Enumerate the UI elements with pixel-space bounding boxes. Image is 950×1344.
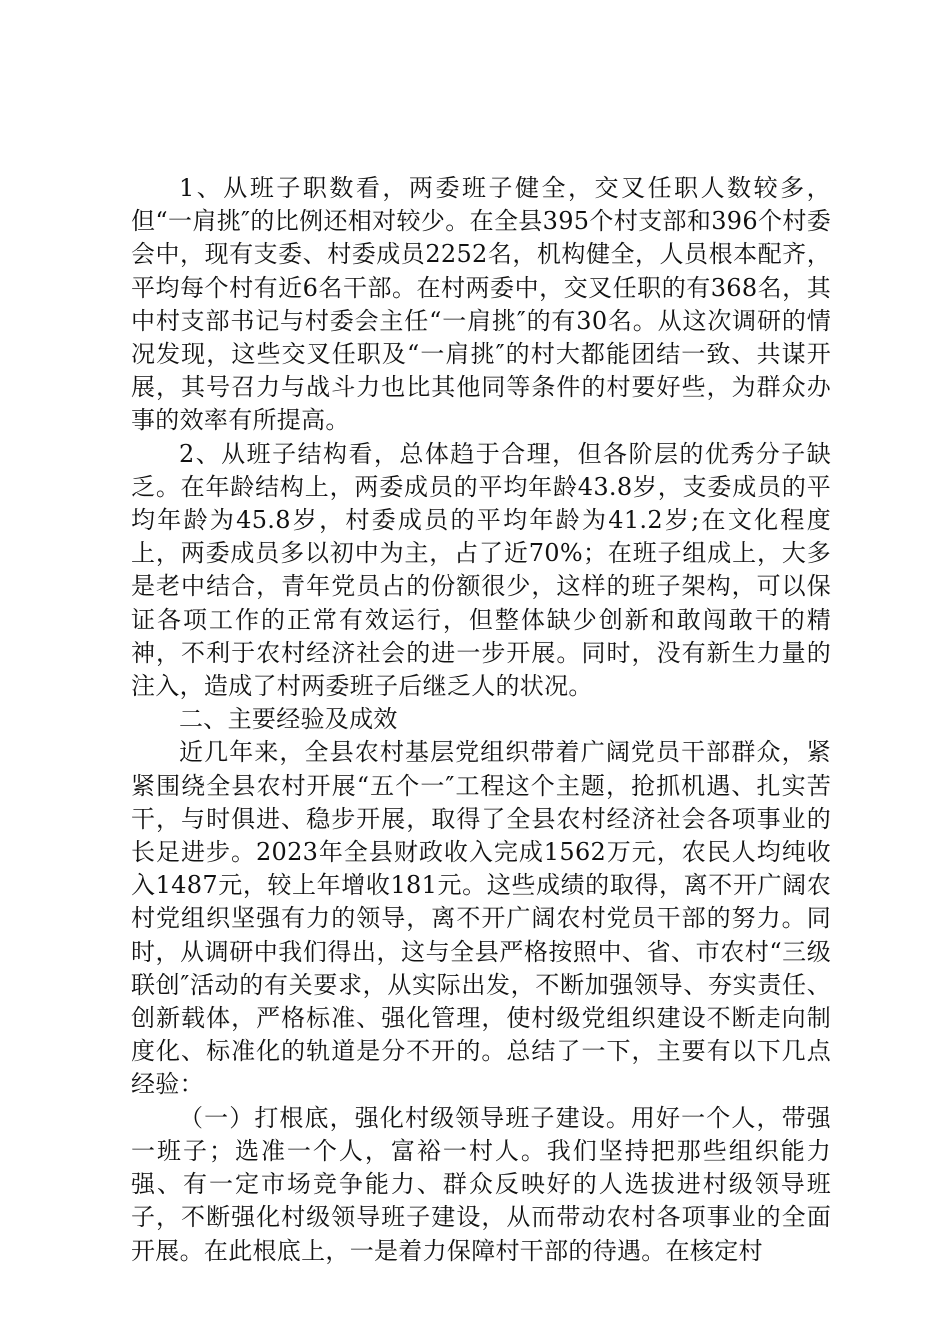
paragraph-recent-achievements: 近几年来，全县农村基层党组织带着广阔党员干部群众，紧紧围绕全县农村开展“五个一″工程这个主题，抢抓机遇、扎实苦干，与时俱进、稳步开展，取得了全县农村经济社会各项事业的长足进步。2023年全县财政收入完成1562万元，农民人均纯收入1487元，较上年增收181元。这些成绩的取得，离不开广阔农村党组织坚强有力的领导，离不开广阔农村党员干部的努力。同时，从调研中我们得出，这与全县严格按照中、省、市农村“三级联创″活动的有关要求，从实际出发，不断加强领导、夯实责任、创新载体，严格标准、强化管理，使村级党组织建设不断走向制度化、标准化的轨道是分不开的。总结了一下，主要有以下几点经验： bbox=[131, 738, 831, 1099]
paragraph-foundation-building: （一）打根底，强化村级领导班子建设。用好一个人，带强一班子；选准一个人，富裕一村人。我们坚持把那些组织能力强、有一定市场竞争能力、群众反映好的人选拔进村级领导班子，不断强化村级领导班子建设，从而带动农村各项事业的全面开展。在此根底上，一是着力保障村干部的待遇。在核定村 bbox=[131, 1103, 831, 1265]
document-body bbox=[131, 172, 831, 1268]
paragraph-leadership-size: 1、从班子职数看，两委班子健全，交叉任职人数较多，但“一肩挑″的比例还相对较少。在全县395个村支部和396个村委会中，现有支委、村委成员2252名，机构健全，人员根本配齐，平均每个村有近6名干部。在村两委中，交叉任职的有368名，其中村支部书记与村委会主任“一肩挑″的有30名。从这次调研的情况发现，这些交叉任职及“一肩挑″的村大都能团结一致、共谋开展，其号召力与战斗力也比其他同等条件的村要好些，为群众办事的效率有所提高。 bbox=[131, 174, 831, 435]
paragraph-leadership-structure: 2、从班子结构看，总体趋于合理，但各阶层的优秀分子缺乏。在年龄结构上，两委成员的平均年龄43.8岁，支委成员的平均年龄为45.8岁，村委成员的平均年龄为41.2岁;在文化程度上，两委成员多以初中为主，占了近70%；在班子组成上，大多是老中结合，青年党员占的份额很少，这样的班子架构，可以保证各项工作的正常有效运行，但整体缺少创新和敢闯敢干的精神，不利于农村经济社会的进一步开展。同时，没有新生力量的注入，造成了村两委班子后继乏人的状况。 bbox=[131, 439, 831, 701]
section-heading-main-experience: 二、主要经验及成效 bbox=[179, 705, 398, 734]
